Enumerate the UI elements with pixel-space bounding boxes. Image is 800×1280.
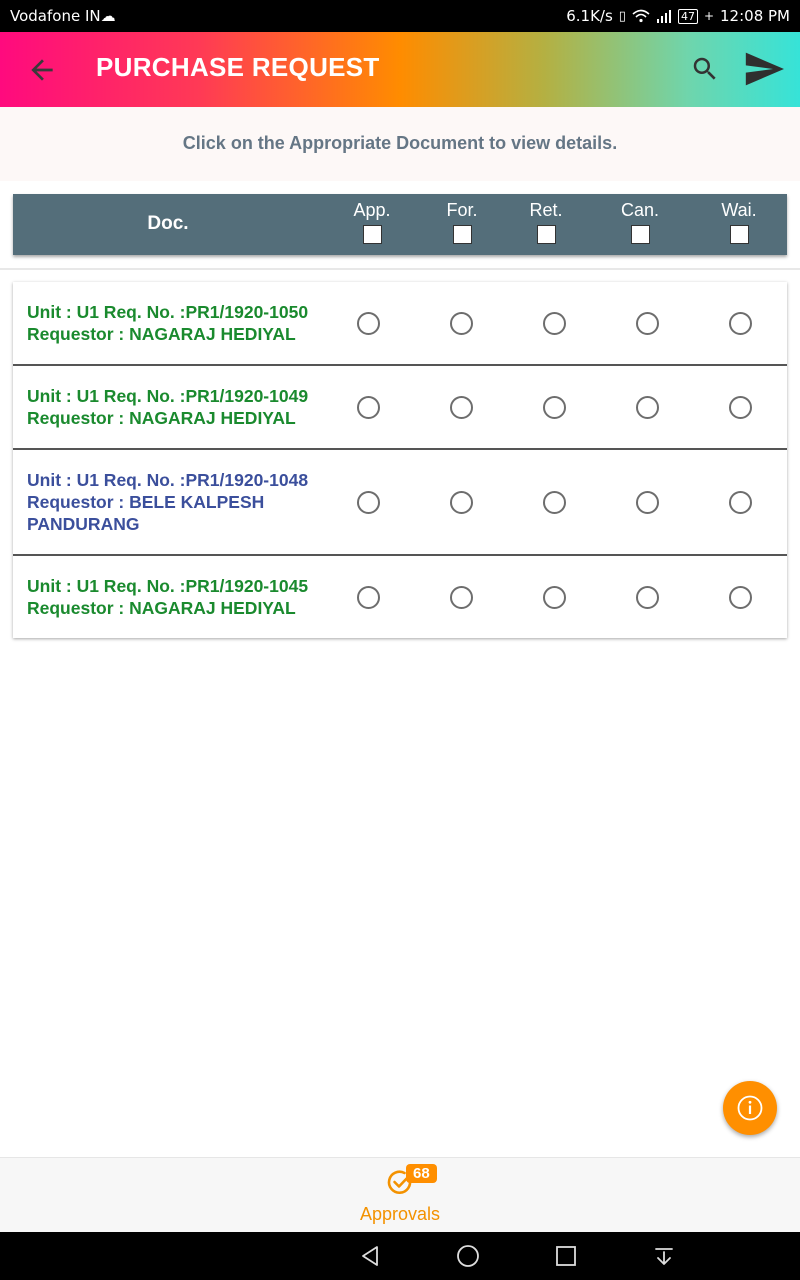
requestor-name: Requestor : NAGARAJ HEDIYAL (27, 324, 296, 344)
clock: 12:08 PM (720, 7, 790, 25)
forward-radio[interactable] (450, 586, 473, 609)
cancel-radio[interactable] (636, 491, 659, 514)
approve-radio[interactable] (357, 312, 380, 335)
header-cancel: Can. (605, 200, 675, 244)
doc-column-header: Doc. (147, 213, 189, 234)
table-row[interactable] (13, 450, 787, 556)
instruction-text: Click on the Appropriate Document to view details. (0, 107, 800, 181)
back-button[interactable] (26, 54, 58, 86)
request-number: Unit : U1 Req. No. :PR1/1920-1049 (27, 386, 309, 406)
info-icon (737, 1095, 763, 1121)
return-radio[interactable] (543, 586, 566, 609)
select-all-forward-checkbox[interactable] (453, 225, 472, 244)
request-number: Unit : U1 Req. No. :PR1/1920-1045 (27, 576, 309, 596)
app-bar (0, 32, 800, 107)
document-list (13, 282, 787, 638)
table-row[interactable] (13, 366, 787, 450)
nav-back-icon[interactable] (358, 1244, 382, 1268)
forward-radio[interactable] (450, 491, 473, 514)
requestor-name: Requestor : NAGARAJ HEDIYAL (27, 408, 296, 428)
table-row[interactable] (13, 556, 787, 638)
forward-radio[interactable] (450, 396, 473, 419)
header-approve: App. (337, 200, 407, 244)
select-all-approve-checkbox[interactable] (363, 225, 382, 244)
return-radio[interactable] (543, 396, 566, 419)
cancel-radio[interactable] (636, 396, 659, 419)
document-info[interactable] (13, 450, 337, 554)
cancel-radio[interactable] (636, 312, 659, 335)
status-icons (566, 7, 790, 25)
net-speed: 6.1K/s (566, 7, 613, 25)
wait-radio[interactable] (729, 396, 752, 419)
select-all-cancel-checkbox[interactable] (631, 225, 650, 244)
document-info[interactable] (13, 282, 337, 364)
requestor-name: Requestor : BELE KALPESH PANDURANG (27, 492, 265, 534)
cancel-radio[interactable] (636, 586, 659, 609)
document-info[interactable] (13, 366, 337, 448)
arrow-back-icon (26, 54, 58, 86)
table-header (13, 194, 787, 255)
select-all-wait-checkbox[interactable] (730, 225, 749, 244)
return-radio[interactable] (543, 312, 566, 335)
header-return: Ret. (511, 200, 581, 244)
charging-icon: + (703, 9, 715, 23)
divider (0, 268, 800, 270)
approvals-label: Approvals (359, 1204, 441, 1224)
nav-recents-icon[interactable] (554, 1244, 578, 1268)
cloud-icon: ☁ (100, 7, 116, 25)
battery-icon: 47 (678, 9, 698, 24)
requestor-name: Requestor : NAGARAJ HEDIYAL (27, 598, 296, 618)
carrier-name: Vodafone IN☁ (10, 7, 116, 25)
forward-radio[interactable] (450, 312, 473, 335)
page-title: PURCHASE REQUEST (96, 52, 380, 82)
wait-radio[interactable] (729, 312, 752, 335)
return-radio[interactable] (543, 491, 566, 514)
approve-radio[interactable] (357, 491, 380, 514)
select-all-return-checkbox[interactable] (537, 225, 556, 244)
info-fab-button[interactable] (723, 1081, 777, 1135)
status-bar (0, 0, 800, 32)
bottom-navigation (0, 1157, 800, 1233)
document-info[interactable] (13, 556, 337, 638)
wait-radio[interactable] (729, 491, 752, 514)
vibrate-icon: ▯ (618, 8, 626, 24)
table-row[interactable] (13, 282, 787, 366)
system-navigation-bar (0, 1232, 800, 1280)
send-icon (742, 49, 786, 89)
header-forward: For. (427, 200, 497, 244)
wifi-icon (632, 9, 650, 23)
wait-radio[interactable] (729, 586, 752, 609)
nav-home-icon[interactable] (456, 1244, 480, 1268)
approvals-tab[interactable] (340, 1158, 460, 1233)
approve-radio[interactable] (357, 586, 380, 609)
request-number: Unit : U1 Req. No. :PR1/1920-1050 (27, 302, 309, 322)
approvals-count-badge: 68 (406, 1164, 437, 1183)
header-wait: Wai. (704, 200, 774, 244)
send-button[interactable] (742, 49, 786, 89)
signal-icon (656, 9, 672, 23)
nav-notification-pull-icon[interactable] (652, 1244, 676, 1268)
search-button[interactable] (690, 54, 720, 84)
approve-radio[interactable] (357, 396, 380, 419)
search-icon (690, 54, 720, 84)
request-number: Unit : U1 Req. No. :PR1/1920-1048 (27, 470, 309, 490)
